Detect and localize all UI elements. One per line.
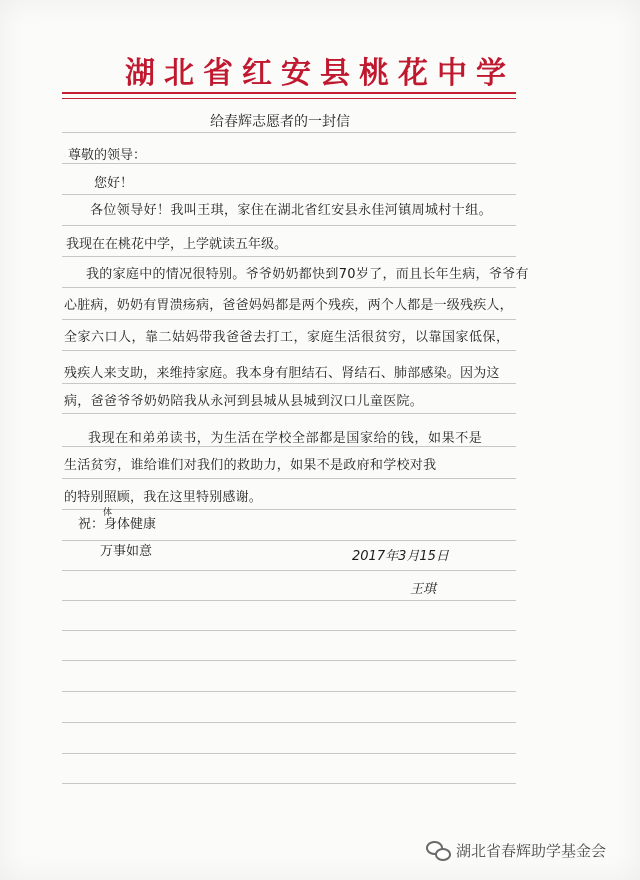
ruled-line (62, 570, 516, 571)
ruled-line (62, 630, 516, 631)
ruled-line (62, 722, 516, 723)
body-line: 我的家庭中的情况很特别。爷爷奶奶都快到70岁了，而且长年生病，爷爷有 (86, 267, 529, 282)
body-line: 生活贫穷，谁给谁们对我们的救助力，如果不是政府和学校对我 (64, 458, 437, 473)
letterhead-rule-thin (62, 98, 516, 99)
body-line: 心脏病，奶奶有胃溃疡病，爸爸妈妈都是两个残疾，两个人都是一级残疾人， (64, 298, 513, 313)
ruled-line (62, 660, 516, 661)
ruled-line (62, 478, 516, 479)
body-line: 残疾人来支助，来维持家庭。我本身有胆结石、肾结石、肺部感染。因为这 (64, 366, 500, 381)
ruled-line (62, 287, 516, 288)
signature: 王琪 (410, 582, 437, 597)
letterhead-rule-thick (62, 92, 516, 94)
greeting: 您好！ (94, 176, 134, 191)
ruled-line (62, 783, 516, 784)
body-line: 的特别照顾，我在这里特别感谢。 (64, 490, 263, 505)
letter-title: 给春辉志愿者的一封信 (210, 114, 350, 130)
body-line: 病，爸爸爷爷奶奶陪我从永河到县城从县城到汉口儿童医院。 (64, 394, 424, 409)
ruled-line (62, 350, 516, 351)
insert-correction-mark: 体 (103, 508, 113, 518)
letter-date: 2017年3月15日 (352, 549, 449, 564)
ruled-line (62, 256, 516, 257)
watermark-text: 湖北省春辉助学基金会 (456, 842, 607, 860)
ruled-line (62, 319, 516, 320)
salutation: 尊敬的领导： (68, 148, 147, 163)
ruled-line (62, 194, 516, 195)
ruled-line (62, 383, 516, 384)
body-line: 我现在和弟弟读书，为生活在学校全部都是国家给的钱，如果不是 (88, 431, 483, 446)
closing-phrase: 万事如意 (100, 544, 153, 559)
body-line: 各位领导好！我叫王琪，家住在湖北省红安县永佳河镇周城村十组。 (90, 203, 493, 218)
school-letterhead: 湖北省红安县桃花中学 (125, 56, 515, 91)
ruled-line (62, 413, 516, 414)
body-line: 我现在在桃花中学，上学就读五年级。 (66, 237, 288, 252)
ruled-line (62, 509, 516, 510)
wechat-icon (426, 841, 450, 861)
body-line: 全家六口人，靠二姑妈带我爸爸去打工，家庭生活很贫穷，以靠国家低保， (64, 330, 510, 345)
blessing: 祝：身体健康 (78, 517, 157, 532)
wechat-watermark (426, 840, 606, 861)
ruled-line (62, 691, 516, 692)
ruled-line (62, 132, 516, 133)
ruled-line (62, 540, 516, 541)
ruled-line (62, 600, 516, 601)
ruled-line (62, 753, 516, 754)
ruled-line (62, 225, 516, 226)
